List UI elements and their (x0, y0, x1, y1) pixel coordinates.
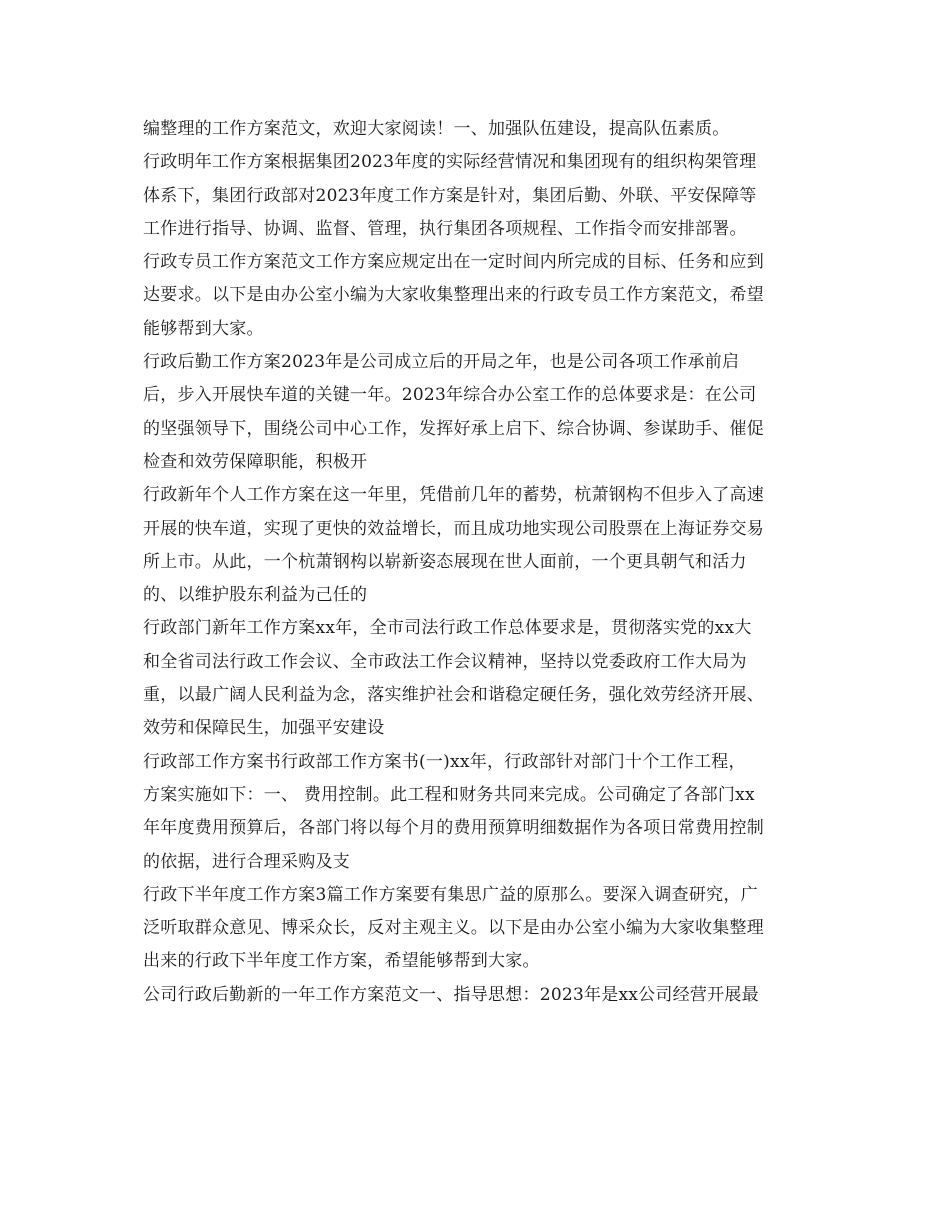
text-line: 的依据，进行合理采购及支 (143, 851, 350, 872)
text-line: 行政部工作方案书行政部工作方案书(一)xx年，行政部针对部门十个工作工程， (143, 751, 746, 772)
text-line: 年年度费用预算后，各部门将以每个月的费用预算明细数据作为各项日常费用控制 (143, 818, 764, 839)
text-line: 重，以最广阔人民利益为念，落实维护社会和谐稳定硬任务，强化效劳经济开展、 (143, 685, 764, 706)
text-line: 行政部门新年工作方案xx年，全市司法行政工作总体要求是，贯彻落实党的xx大 (143, 618, 752, 639)
text-line: 行政新年个人工作方案在这一年里，凭借前几年的蓄势，杭萧钢构不但步入了高速 (143, 485, 764, 506)
text-line: 效劳和保障民生，加强平安建设 (143, 718, 385, 739)
text-line: 公司行政后勤新的一年工作方案范文一、指导思想：2023年是xx公司经营开展最 (143, 984, 759, 1005)
text-line: 能够帮到大家。 (143, 318, 264, 339)
text-line: 开展的快车道，实现了更快的效益增长，而且成功地实现公司股票在上海证券交易 (143, 518, 764, 539)
text-line: 出来的行政下半年度工作方案，希望能够帮到大家。 (143, 951, 540, 972)
text-line: 工作进行指导、协调、监督、管理，执行集团各项规程、工作指令而安排部署。 (143, 218, 747, 239)
text-line: 行政后勤工作方案2023年是公司成立后的开局之年，也是公司各项工作承前启 (143, 352, 740, 373)
text-line: 所上市。从此，一个杭萧钢构以崭新姿态展现在世人面前，一个更具朝气和活力 (143, 551, 747, 572)
text-line: 泛听取群众意见、博采众长，反对主观主义。以下是由办公室小编为大家收集整理 (143, 918, 764, 939)
text-line: 达要求。以下是由办公室小编为大家收集整理出来的行政专员工作方案范文，希望 (143, 285, 764, 306)
document-body (143, 113, 815, 1012)
text-line: 后，步入开展快车道的关键一年。2023年综合办公室工作的总体要求是：在公司 (143, 385, 757, 406)
text-line: 和全省司法行政工作会议、全市政法工作会议精神，坚持以党委政府工作大局为 (143, 651, 747, 672)
text-line: 编整理的工作方案范文，欢迎大家阅读！一、加强队伍建设，提高队伍素质。 (143, 119, 730, 139)
text-line: 行政明年工作方案根据集团2023年度的实际经营情况和集团现有的组织构架管理 (143, 152, 757, 173)
text-line: 的、以维护股东利益为己任的 (143, 585, 368, 606)
text-line: 方案实施如下：一、 费用控制。此工程和财务共同来完成。公司确定了各部门xx (143, 784, 755, 805)
text-line: 的坚强领导下，围绕公司中心工作，发挥好承上启下、综合协调、参谋助手、催促 (143, 418, 764, 439)
text-line: 行政专员工作方案范文工作方案应规定出在一定时间内所完成的目标、任务和应到 (143, 252, 764, 273)
text-line: 检查和效劳保障职能，积极开 (143, 451, 368, 472)
text-line: 体系下，集团行政部对2023年度工作方案是针对，集团后勤、外联、平安保障等 (143, 185, 757, 206)
text-line: 行政下半年度工作方案3篇工作方案要有集思广益的原那么。要深入调查研究，广 (143, 884, 758, 905)
